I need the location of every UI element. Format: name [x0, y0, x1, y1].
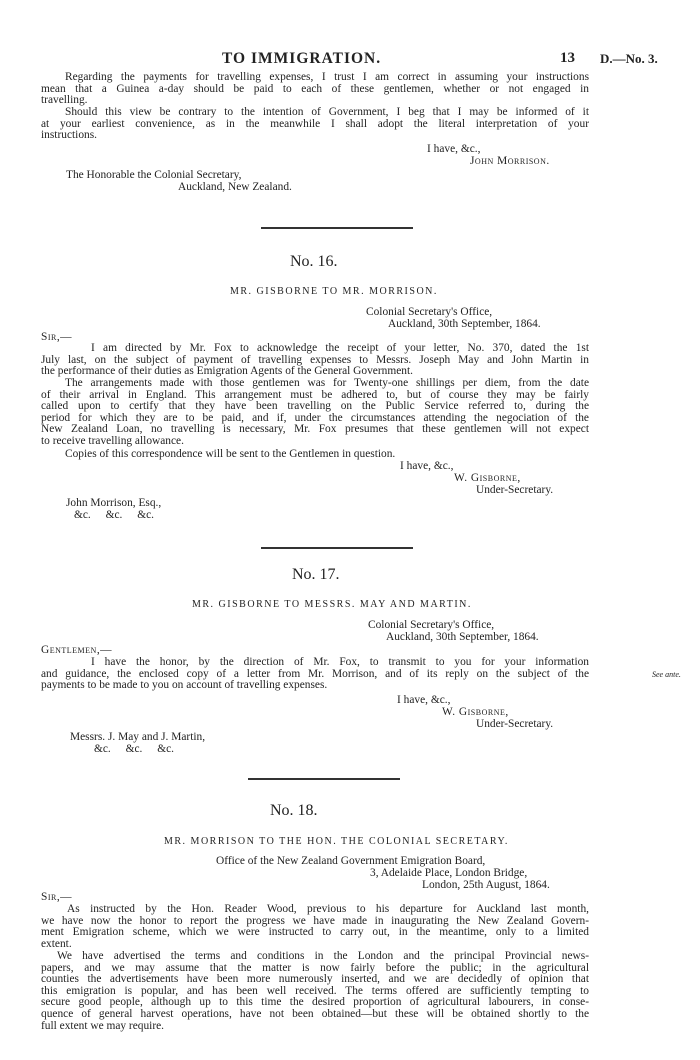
paragraph	[41, 107, 589, 142]
text-line: counties the advertisements have been more numerously inserted, and we are decidedly of opinion that	[41, 973, 589, 986]
letter-date: Auckland, 30th September, 1864.	[386, 631, 539, 643]
margin-note: See ante.	[652, 670, 681, 679]
section-divider	[261, 227, 413, 229]
salutation: Gentlemen,—	[41, 644, 113, 656]
text-line: As instructed by the Hon. Reader Wood, previous to his departure for Auckland last month,	[67, 903, 589, 915]
addressee: John Morrison, Esq.,	[66, 497, 162, 509]
text-line: this emigration is popular, and has been well received. The terms offered are sufficiently tempting to	[41, 984, 589, 997]
letter-heading: MR. GISBORNE TO MR. MORRISON.	[230, 286, 438, 297]
page-number: 13	[560, 50, 575, 66]
sender-office: Colonial Secretary's Office,	[366, 306, 493, 318]
address: Auckland, New Zealand.	[178, 181, 292, 193]
text-line: mean that a Guinea a-day should be paid to each of these gentlemen, whether or not engaged in	[41, 82, 589, 95]
paragraph	[41, 951, 589, 1032]
text-line: papers, and we may assume that the matter is now fairly before the public; in the agricultural	[41, 961, 589, 974]
addressee: Messrs. J. May and J. Martin,	[70, 731, 206, 743]
page-header-title: TO IMMIGRATION.	[222, 50, 382, 67]
signature: W. Gisborne,	[454, 472, 521, 484]
text-line: ment Emigration scheme, which we were instructed to carry out, in the meantime, only to a limited	[41, 926, 589, 939]
signatory-title: Under-Secretary.	[476, 484, 554, 496]
sender-office: Colonial Secretary's Office,	[368, 619, 495, 631]
letter-number: No. 16.	[290, 253, 338, 270]
paragraph	[41, 343, 589, 378]
text-line: the performance of their duties as Emigration Agents of the General Government.	[41, 365, 413, 378]
section-divider	[261, 547, 413, 549]
letter-number: No. 18.	[270, 802, 318, 819]
closing: I have, &c.,	[427, 143, 481, 155]
text-line: extent.	[41, 937, 72, 950]
text-line: secure good people, although up to this time the desired proportion of agricultural labourers, in conse-	[41, 996, 589, 1009]
text-line: to receive travelling allowance.	[41, 434, 184, 447]
text-line: full extent we may require.	[41, 1019, 165, 1032]
text-line: period for which they are to be paid, and if, under the circumstances attending the negociation of the	[41, 411, 589, 424]
closing: I have, &c.,	[397, 694, 451, 706]
signature: W. Gisborne,	[442, 706, 509, 718]
text-line: at your earliest convenience, as in the meanwhile I shall adopt the literal interpretation of your	[41, 117, 589, 130]
sender-address: 3, Adelaide Place, London Bridge,	[370, 867, 528, 879]
text-line: New Zealand Loan, no travelling is necessary, Mr. Fox presumes that these gentlemen will not expect	[41, 423, 589, 436]
letter-date: Auckland, 30th September, 1864.	[388, 318, 541, 330]
paragraph	[41, 72, 589, 107]
letter-heading: MR. GISBORNE TO MESSRS. MAY AND MARTIN.	[192, 599, 472, 610]
text-line: payments to be made to you on account of travelling expenses.	[41, 679, 328, 692]
text-line: July last, on the subject of payment of travelling expenses to Messrs. Joseph May and John Martin in	[41, 353, 589, 366]
text-line: instructions.	[41, 129, 98, 142]
text-line: Should this view be contrary to the intention of Government, I beg that I may be informed of it	[65, 106, 589, 118]
paragraph: Copies of this correspondence will be sent to the Gentlemen in question.	[65, 448, 396, 460]
text-line: quence of general harvest operations, have not been obtained—but these will be obtained shortly to the	[41, 1007, 589, 1020]
document-reference: D.—No. 3.	[600, 51, 658, 66]
signatory-title: Under-Secretary.	[476, 718, 554, 730]
text-line: called upon to certify that they have been travelling on the Public Service referred to, during the	[41, 400, 589, 413]
closing: I have, &c.,	[400, 460, 454, 472]
signature: John Morrison.	[470, 155, 550, 167]
section-divider	[248, 778, 400, 780]
etc-line: &c. &c. &c.	[74, 509, 154, 521]
text-line: We have advertised the terms and conditions in the London and the principal Provincial news-	[57, 950, 589, 962]
text-line: The arrangements made with those gentlemen was for Twenty-one shillings per diem, from the date	[65, 377, 589, 389]
letter-heading: MR. MORRISON TO THE HON. THE COLONIAL SECRETARY.	[164, 836, 509, 847]
letter-number: No. 17.	[292, 566, 340, 583]
text-line: we have now the honor to report the progress we have made in inaugurating the New Zealand Govern-	[41, 914, 589, 927]
etc-line: &c. &c. &c.	[94, 743, 174, 755]
text-line: travelling.	[41, 94, 88, 107]
addressee: The Honorable the Colonial Secretary,	[66, 169, 242, 181]
text-line: I have the honor, by the direction of Mr. Fox, to transmit to you for your information	[91, 656, 589, 668]
text-line: of their arrival in England. This arrangement must be adhered to, but of course they may be fairly	[41, 388, 589, 401]
text-line: and guidance, the enclosed copy of a letter from Mr. Morrison, and of its reply on the subject of the	[41, 667, 589, 680]
letter-date: London, 25th August, 1864.	[422, 879, 550, 891]
paragraph	[41, 904, 589, 950]
sender-office: Office of the New Zealand Government Emigration Board,	[216, 855, 486, 867]
salutation: Sir,—	[41, 331, 73, 343]
salutation: Sir,—	[41, 891, 73, 903]
text-line: I am directed by Mr. Fox to acknowledge the receipt of your letter, No. 370, dated the 1st	[91, 342, 589, 354]
paragraph	[41, 657, 589, 692]
text-line: Regarding the payments for travelling expenses, I trust I am correct in assuming your instructions	[65, 71, 589, 83]
paragraph	[41, 378, 589, 448]
